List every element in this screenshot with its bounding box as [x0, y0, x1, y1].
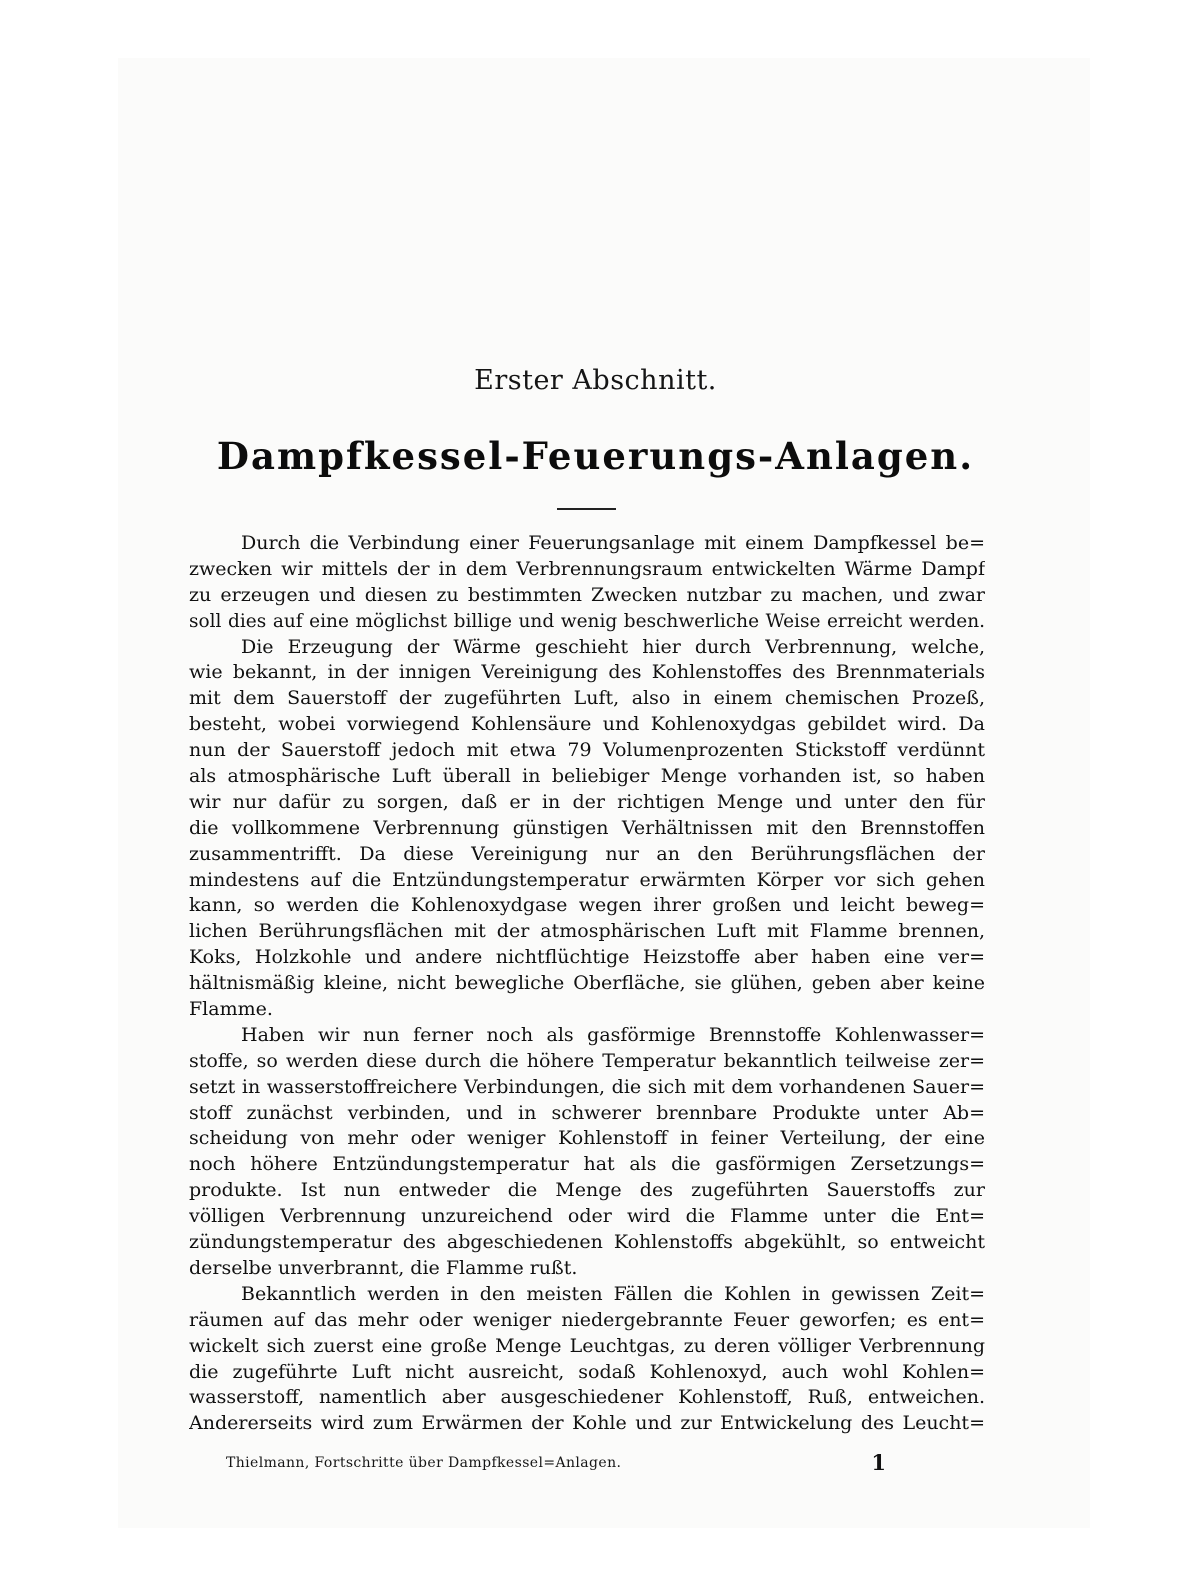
- text-line: besteht, wobei vorwiegend Kohlensäure und Kohlenoxydgas gebildet wird. Da: [189, 713, 985, 736]
- text-line: hältnismäßig kleine, nicht bewegliche Oberfläche, sie glühen, geben aber keine: [189, 972, 985, 995]
- paragraph: [189, 1023, 985, 1282]
- page-number: 1: [871, 1450, 886, 1475]
- text-line: zu erzeugen und diesen zu bestimmten Zwecken nutzbar zu machen, und zwar: [189, 583, 985, 606]
- text-line: noch höhere Entzündungstemperatur hat als die gasförmigen Zersetzungs=: [189, 1153, 985, 1176]
- chapter-title: Dampfkessel-Feuerungs-Anlagen.: [216, 434, 975, 478]
- text-line: zwecken wir mittels der in dem Verbrennungsraum entwickelten Wärme Dampf: [189, 557, 985, 580]
- paragraph: [189, 1282, 985, 1437]
- text-line: lichen Berührungsflächen mit der atmosphärischen Luft mit Flamme brennen,: [189, 920, 985, 943]
- text-line: soll dies auf eine möglichst billige und wenig beschwerliche Weise erreicht werden.: [189, 610, 985, 632]
- text-line: Die Erzeugung der Wärme geschieht hier durch Verbrennung, welche,: [241, 635, 985, 658]
- text-line: räumen auf das mehr oder weniger niedergebrannte Feuer geworfen; es ent=: [189, 1308, 985, 1331]
- text-line: wickelt sich zuerst eine große Menge Leuchtgas, zu deren völliger Verbrennung: [189, 1334, 985, 1357]
- text-line: die vollkommene Verbrennung günstigen Verhältnissen mit den Brennstoffen: [189, 816, 985, 839]
- section-label: Erster Abschnitt.: [474, 365, 717, 396]
- text-line: die zugeführte Luft nicht ausreicht, sodaß Kohlenoxyd, auch wohl Kohlen=: [189, 1360, 985, 1383]
- text-line: stoffe, so werden diese durch die höhere Temperatur bekanntlich teilweise zer=: [189, 1049, 985, 1072]
- text-line: zündungstemperatur des abgeschiedenen Kohlenstoffs abgekühlt, so entweicht: [189, 1231, 985, 1254]
- running-footer: Thielmann, Fortschritte über Dampfkessel=Anlagen.: [226, 1455, 622, 1471]
- text-line: nun der Sauerstoff jedoch mit etwa 79 Volumenprozenten Stickstoff verdünnt: [189, 739, 985, 762]
- text-line: derselbe unverbrannt, die Flamme rußt.: [189, 1256, 578, 1279]
- text-line: kann, so werden die Kohlenoxydgase wegen ihrer großen und leicht beweg=: [189, 894, 985, 917]
- text-line: mindestens auf die Entzündungstemperatur erwärmten Körper vor sich gehen: [189, 868, 985, 891]
- text-line: Durch die Verbindung einer Feuerungsanlage mit einem Dampfkessel be=: [241, 532, 985, 554]
- text-line: Haben wir nun ferner noch als gasförmige Brennstoffe Kohlenwasser=: [241, 1023, 985, 1046]
- text-line: wir nur dafür zu sorgen, daß er in der richtigen Menge und unter den für: [189, 790, 985, 813]
- body-text: [189, 531, 985, 1437]
- text-line: Andererseits wird zum Erwärmen der Kohle und zur Entwickelung des Leucht=: [189, 1412, 985, 1435]
- text-line: völligen Verbrennung unzureichend oder wird die Flamme unter die Ent=: [189, 1205, 985, 1228]
- text-line: Koks, Holzkohle und andere nichtflüchtige Heizstoffe aber haben eine ver=: [189, 946, 985, 969]
- text-line: produkte. Ist nun entweder die Menge des zugeführten Sauerstoffs zur: [189, 1179, 985, 1202]
- paragraph: [189, 531, 985, 635]
- text-line: setzt in wasserstoffreichere Verbindungen, die sich mit dem vorhandenen Sauer=: [189, 1075, 985, 1098]
- text-line: wasserstoff, namentlich aber ausgeschiedener Kohlenstoff, Ruß, entweichen.: [189, 1386, 985, 1409]
- title-divider: [557, 508, 616, 510]
- text-line: als atmosphärische Luft überall in beliebiger Menge vorhanden ist, so haben: [189, 765, 985, 788]
- text-line: wie bekannt, in der innigen Vereinigung des Kohlenstoffes des Brennmaterials: [189, 661, 985, 684]
- text-line: mit dem Sauerstoff der zugeführten Luft, also in einem chemischen Prozeß,: [189, 687, 985, 710]
- text-line: stoff zunächst verbinden, und in schwerer brennbare Produkte unter Ab=: [189, 1101, 985, 1124]
- paragraph: [189, 635, 985, 1023]
- text-line: zusammentrifft. Da diese Vereinigung nur an den Berührungsflächen der: [189, 842, 985, 865]
- text-line: Bekanntlich werden in den meisten Fällen die Kohlen in gewissen Zeit=: [241, 1282, 985, 1305]
- text-line: Flamme.: [189, 998, 273, 1021]
- page-footer: [226, 1450, 886, 1479]
- text-line: scheidung von mehr oder weniger Kohlenstoff in feiner Verteilung, der eine: [189, 1127, 985, 1150]
